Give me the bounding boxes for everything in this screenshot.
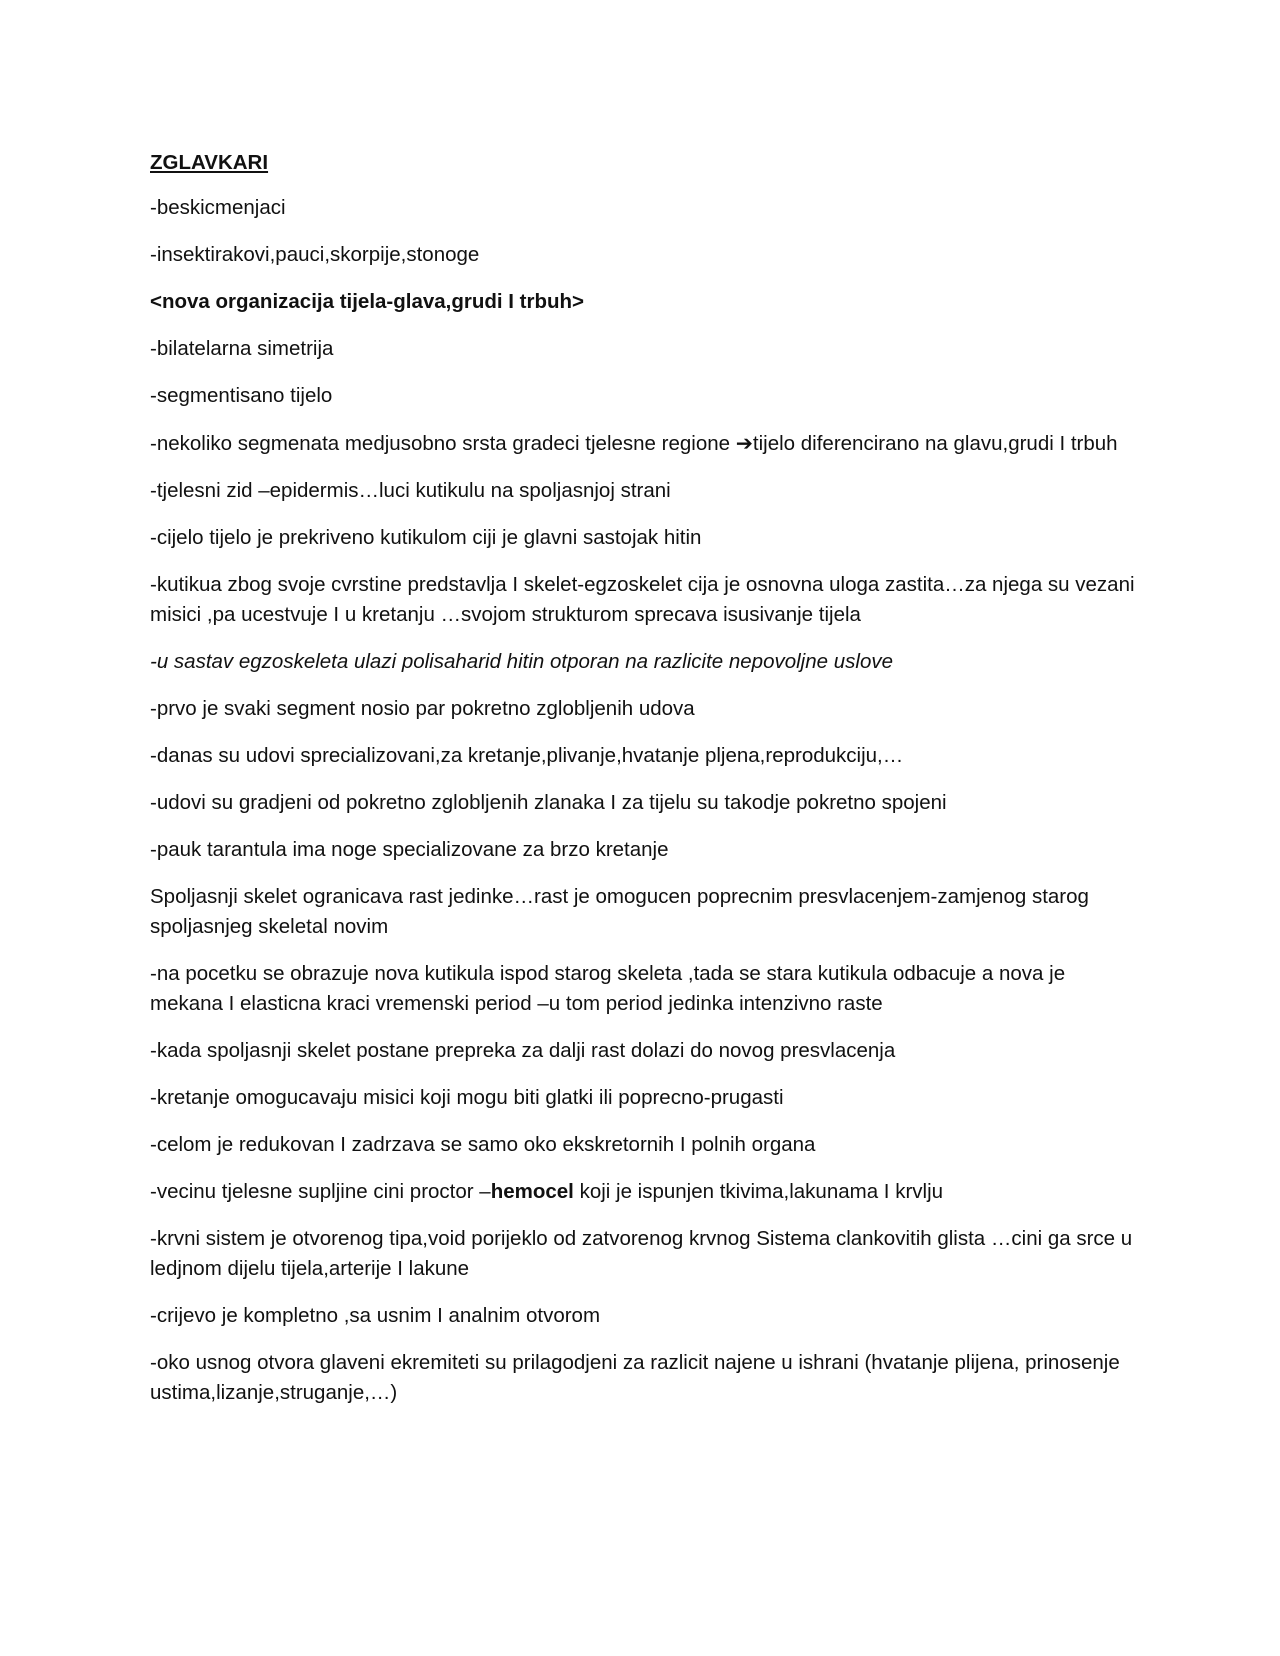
paragraph-19: -celom je redukovan I zadrzava se samo oko ekskretornih I polnih organa: [150, 1133, 816, 1156]
paragraph-14: -pauk tarantula ima noge specializovane za brzo kretanje: [150, 838, 669, 861]
paragraph-10-italic: -u sastav egzoskeleta ulazi polisaharid hitin otporan na razlicite nepovoljne uslove: [150, 650, 893, 673]
paragraph-20: [150, 1177, 1140, 1207]
paragraph-7: -tjelesni zid –epidermis…luci kutikulu na spoljasnjoj strani: [150, 479, 671, 502]
paragraph-6-part-1: -nekoliko segmenata medjusobno srsta gradeci tjelesne regione: [150, 432, 736, 455]
paragraph-21: -krvni sistem je otvorenog tipa,void porijeklo od zatvorenog krvnog Sistema clankovitih glista …cini ga srce u ledjnom dijelu tijela,arterije I lakune: [150, 1227, 1133, 1280]
paragraph-20-bold-term: hemocel: [490, 1180, 574, 1203]
paragraph-22: -crijevo je kompletno ,sa usnim I analnim otvorom: [150, 1304, 601, 1327]
document-page: [150, 148, 1140, 1425]
paragraph-11: -prvo je svaki segment nosio par pokretno zglobljenih udova: [150, 697, 695, 720]
paragraph-9: -kutikua zbog svoje cvrstine predstavlja I skelet-egzoskelet cija je osnovna uloga zastita…za njega su vezani misici ,pa ucestvuje I u kretanju …svojom strukturom sprecava isusivanje tijela: [150, 573, 1135, 626]
document-title: ZGLAVKARI: [150, 151, 269, 174]
paragraph-23: -oko usnog otvora glaveni ekremiteti su prilagodjeni za razlicit najene u ishrani (hvatanje plijena, prinosenje ustima,lizanje,struganje,…): [150, 1351, 1120, 1404]
paragraph-20-part-2: koji je ispunjen tkivima,lakunama I krvlju: [573, 1180, 944, 1203]
paragraph-5: -segmentisano tijelo: [150, 384, 333, 407]
paragraph-1: -beskicmenjaci: [150, 196, 286, 219]
paragraph-17: -kada spoljasnji skelet postane prepreka za dalji rast dolazi do novog presvlacenja: [150, 1039, 896, 1062]
paragraph-20-part-1: -vecinu tjelesne supljine cini proctor –: [150, 1180, 491, 1203]
paragraph-6-part-2: tijelo diferencirano na glavu,grudi I trbuh: [752, 432, 1118, 455]
paragraph-8: -cijelo tijelo je prekriveno kutikulom ciji je glavni sastojak hitin: [150, 526, 702, 549]
arrow-right-icon: ➔: [735, 431, 753, 455]
paragraph-4: -bilatelarna simetrija: [150, 337, 334, 360]
paragraph-15: Spoljasnji skelet ogranicava rast jedinke…rast je omogucen poprecnim presvlacenjem-zamjenog starog spoljasnjeg skeletal novim: [150, 885, 1089, 938]
paragraph-16: -na pocetku se obrazuje nova kutikula ispod starog skeleta ,tada se stara kutikula odbacuje a nova je mekana I elasticna kraci vremenski period –u tom period jedinka intenzivno raste: [150, 962, 1066, 1015]
paragraph-2: -insektirakovi,pauci,skorpije,stonoge: [150, 243, 480, 266]
paragraph-18: -kretanje omogucavaju misici koji mogu biti glatki ili poprecno-prugasti: [150, 1086, 784, 1109]
paragraph-13: -udovi su gradjeni od pokretno zglobljenih zlanaka I za tijelu su takodje pokretno spojeni: [150, 791, 947, 814]
paragraph-6: [150, 428, 1140, 459]
paragraph-3-heading: <nova organizacija tijela-glava,grudi I trbuh>: [150, 290, 585, 313]
paragraph-12: -danas su udovi sprecializovani,za kretanje,plivanje,hvatanje pljena,reprodukciju,…: [150, 744, 904, 767]
